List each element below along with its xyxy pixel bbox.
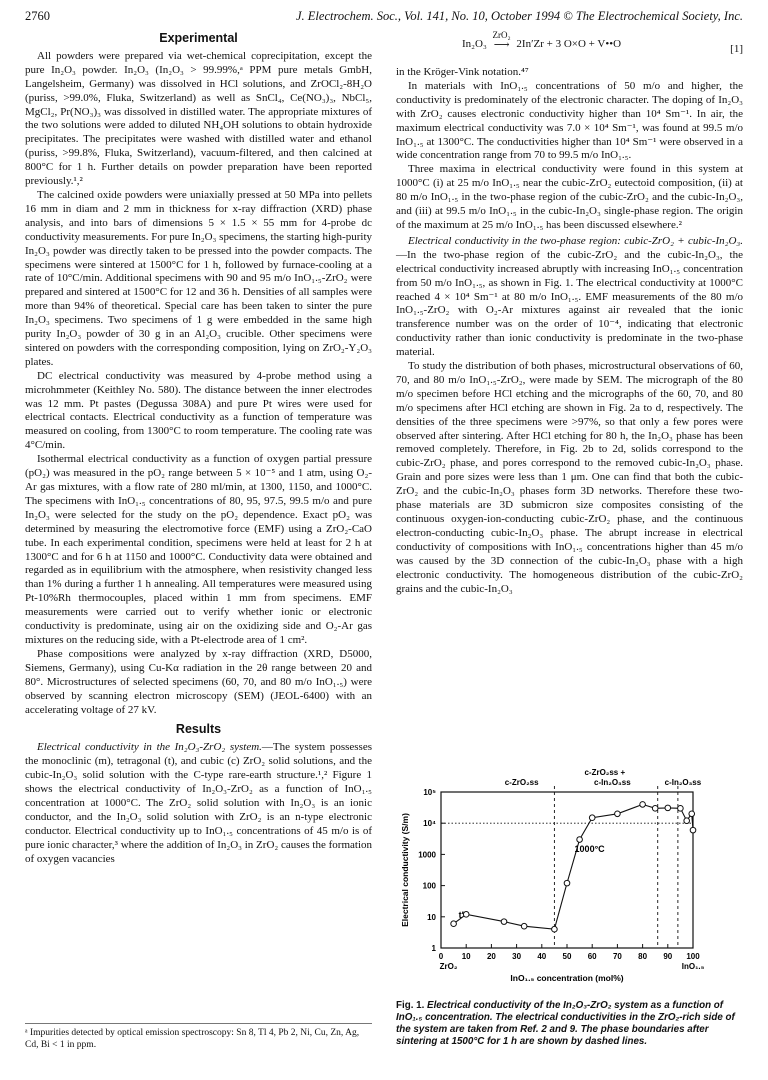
annotation-phase-twophase-b: c-In₂O₃ss [594,778,631,787]
y-axis-label: Electrical conductivity (S/m) [400,813,410,927]
body-paragraph: Three maxima in electrical conductivity were found in this system at 1000°C (i) at 25 m/o InO₁.₅ near the cubic-ZrO₂ eutectoid composition, (ii) at 80 m/o InO₁.₅ in the two-phase region of the cubic-ZrO₂ and the cubic-In₂O₃, and (iii) at 99.5 m/o InO₁.₅ in the cubic-In₂O₃ single-phase region. The origin of the maximum at 25 m/o InO₁.₅ has been discussed elsewhere.² [396,163,743,231]
plot-frame [441,792,693,948]
data-point [521,923,527,929]
series-line [454,804,693,929]
data-point [451,921,457,927]
results-text: —The system possesses the monoclinic (m), tetragonal (t), and cubic (c) ZrO₂ solid solutions, and the cubic-In₂O₃ solid solution with the C-type rare-earth structure.¹,² Figure 1 shows the electrical conductivity of In₂O₃-ZrO₂ as a function of InO₁.₅ concentration at 1000°C. The ZrO₂ solid solution with In₂O₃ is an ionic conductor, and the In₂O₃ solid solution with ZrO₂ is an n-type electronic conductor. Electrical conductivity up to InO₁.₅ concentrations of 45 m/o is of pure ionic character,³ where the addition of In₂O₃ in ZrO₂ causes the formation of oxygen vacancies [25,741,373,865]
x-tick-label: 90 [663,952,673,961]
data-point [684,818,690,824]
figure-caption-text: Electrical conductivity of the In₂O₃-ZrO₂ system as a function of InO₁.₅ concentration. The electrical conductivities in the ZrO₂-rich side of the system are taken from Ref. 2 and 9. The phase boundaries after sintering at 1500°C for 1 h are shown by dashed lines. [396,1000,735,1047]
annotation-phase-czro2: c-ZrO₂ss [504,778,539,787]
x-tick-label: 80 [638,952,648,961]
body-paragraph: In materials with InO₁.₅ concentrations of 50 m/o and higher, the conductivity is predominately of the electronic character. The doping of In₂O₃ with ZrO₂ causes electronic conductivity higher than 10⁴ Sm⁻¹. In air, the maximum electrical conductivity was 7.0 × 10⁴ Sm⁻¹, was found at 99.5 m/o InO₁.₅ at 1300°C. The conductivities higher than 10⁴ Sm⁻¹ were observed in a wide concentration range from 70 to 99.5 m/o InO₁.₅. [396,79,743,162]
equation-over-arrow: ZrO₂ [492,30,511,40]
data-point [564,880,570,886]
y-tick-label: 1000 [418,850,436,860]
x-tick-label: 100 [686,952,700,961]
results-heading: Results [175,722,222,737]
page-header [25,9,743,25]
figure-1 [396,752,743,1000]
data-point [552,926,558,932]
x-tick-label: 30 [512,952,522,961]
data-point [652,806,658,812]
twophase-text: —In the two-phase region of the cubic-ZrO₂ and the cubic-In₂O₃, the electrical conductivity increased abruptly with increasing InO₁.₅ concentration from 50 m/o InO₁.₅, as shown in Fig. 1. The electrical conductivity at 1000°C reached 4 × 10⁴ Sm⁻¹ at 80 m/o InO₁.₅. EMF measurements of the 80 m/o InO₁.₅-ZrO₂ with O₂-Ar mixtures against air revealed that the ionic transference number was on the order of 10⁻⁴, indicating that electronic conductivity rather than ionic conductivity is predominate in the two-phase material. [396,248,743,359]
data-point [678,806,684,812]
x-tick-label: 0 [438,952,444,961]
data-point [690,827,696,833]
body-paragraph: To study the distribution of both phases, microstructural observations of 60, 70, and 80 m/o InO₁.₅-ZrO₂, were made by SEM. The micrograph of the 80 m/o specimen before HCl etching and the micrographs of the 60, 70, and 80 m/o specimens after HCl etching are shown in Fig. 2a to d, respectively. The densities of the three specimens were >97%, so that only a few pores were observed after sintering. After HCl etching for 80 h, the In₂O₃ phase has been removed completely. Therefore, in Fig. 2b to 2d, solids correspond to the cubic-ZrO₂ phase, and pores correspond to the removed cubic-In₂O₃ phase. Grain and pore sizes were less than 1 μm. One can find that both the cubic-ZrO₂ and the cubic-In₂O₃ phases form 3D networks. Therefore these two-phase materials are 3D submicron size composites consisting of the continuous oxygen-ion-conducting cubic-ZrO₂ phase, and the continuous electron-conducting cubic-In₂O₃ phase. The abrupt increase in electrical conductivity of compositions with InO₁.₅ concentrations higher than 45 m/o was caused by the 3D connection of the cubic-In₂O₃ phase with a high electronic conductivity. The homogeneous distribution of the cubic-ZrO₂ grains and the cubic-In₂O₃ [396,360,743,595]
x-axis-label: InO₁.₅ concentration (mol%) [510,973,624,983]
y-tick-label: 10⁴ [423,819,436,829]
annotation-phase-twophase: c-ZrO₂ss + [584,768,626,777]
experimental-paragraph: All powders were prepared via wet-chemical coprecipitation, except the pure In₂O₃ powder. In₂O₃ (In₂O₃ > 99.99%,ᵃ PPM pure metals GmbH, Langelsheim, Germany) was dissolved in HCl solutions, and ZrOCl₂-8H₂O (puriss, >99.0%, Fluka, Switzerland) as well as SnCl₄, Ce(NO₃)₃, NbCl₅, MgCl₂, Pr(NO₃)₃ was dissolved in distilled water. The appropriate mixtures of the two solutions were added to diluted NH₄OH solutions to obtain hydroxide precipitates. The precipitates were washed with distilled water and ethanol (puriss, >99.8%, Fluka, Switzerland), vacuum-filtered, and then calcined at 800°C for 1 h. Further details on powder preparation have been reported previously.¹,² [25,49,372,188]
experimental-paragraph: Isothermal electrical conductivity as a function of oxygen partial pressure (pO₂) was measured in the pO₂ range between 5 × 10⁻⁵ and 1 atm, using O₂-Ar gas mixtures, with a flow rate of 280 ml/min, at 1300, 1150, and 1000°C. The specimens with InO₁.₅ concentrations of 80, 95, 97.5, 99.5 m/o and pure In₂O₃ were selected for the study on the pO₂ dependence. Exact pO₂ was determined by measuring the electromotive force (EMF) using a ZrO₂-CaO tube. In each experimental condition, specimens were held at least for 2 h at 1300°C and for 6 h at 1150 and 1000°C. Conductivity data were obtained and regarded as in equilibrium with the atmosphere, when resistivity changed less than 1% during a further 1 h annealing. All temperatures were measured using Pt-10%Rh thermocouples, placed within 1 mm from specimens. EMF measurements were carried out to verify whether ionic or electronic conductivity is predominate, using air on the oxidizing side and O₂-Ar gas mixtures on the reducing side, with a Pt-electrode area of 1 cm². [25,453,372,646]
journal-citation: J. Electrochem. Soc., Vol. 141, No. 10, October 1994 © The Electrochemical Society, Inc. [296,9,743,23]
x-tick-label: 40 [537,952,547,961]
data-point [577,837,583,843]
equation-lhs: In₂O₃ [462,38,487,50]
data-point [689,811,695,817]
x-tick-label: 60 [587,952,597,961]
page-number: 2760 [25,9,50,23]
equation-1 [396,30,743,64]
results-paragraph [25,741,372,866]
experimental-heading: Experimental [159,31,238,45]
x-end-label-right: InO₁.₅ [681,962,705,971]
experimental-paragraph: DC electrical conductivity was measured by 4-probe method using a microhmmeter (Keithley No. 580). The distance between the inner electrodes was 12 mm. Pt pastes (Degussa 308A) and pure Pt wires were used for electrical contacts. Electrical conductivity as a function of temperature was measured on cooling, from 1300°C to room temperature. The cooling rate was 4°C/min. [25,369,372,452]
twophase-paragraph [396,235,743,360]
y-tick-label: 10 [427,912,436,922]
y-tick-label: 1 [431,944,436,953]
data-point [589,815,595,821]
equation-rhs: 2In′Zr + 3 O×O + V••O [516,38,622,50]
data-point [665,805,671,811]
y-tick-label: 100 [422,881,436,891]
data-point [640,802,646,808]
body-paragraph: in the Kröger-Vink notation.⁴⁷ [396,66,529,78]
data-point [501,919,507,925]
arrow-icon: ⟶ [493,39,510,51]
data-point [463,912,469,918]
annotation-tprime: t′ [458,910,464,921]
equation-body [462,30,621,50]
twophase-run-in: Electrical conductivity in the two-phase region: cubic-ZrO₂ + cubic-In₂O₃. [408,234,743,247]
left-column [25,30,372,866]
annotation-temperature: 1000°C [574,843,605,854]
experimental-paragraph: Phase compositions were analyzed by x-ray diffraction (XRD, D5000, Siemens, Germany), using Cu-Kα radiation in the 2θ range between 20 and 80°. Microstructures of selected specimens (60, 70, and 80 m/o InO₁.₅) were observed by scanning electron microscopy (SEM) (JEOL-6400) with an accelerating voltage of 27 kV. [25,647,372,716]
y-tick-label: 10⁵ [423,788,436,797]
right-column [396,66,743,596]
experimental-paragraph: The calcined oxide powders were uniaxially pressed at 50 MPa into pellets 16 mm in diam and 2 mm in thickness for x-ray diffraction (XRD) phase analysis, and into bars of dimensions 5 × 1.5 × 55 mm for 4-probe dc conductivity measurements. For pure In₂O₃ specimens, the starting high-purity In₂O₃ powder was directly taken to be pressed into the powder compacts. The specimens were sintered at 1500°C for 1 h, followed by furnace-cooling at a rate of 10°C/min. Additional specimens with 90 and 95 m/o InO₁.₅-ZrO₂ were prepared and sintered at 1500°C for 12 and 36 h. Densities of all samples were more than 94% of theoretical. Special care has been taken to sinter the pure In₂O₃ specimens. Two specimens of 1 g were embedded in the same high purity In₂O₃ powder of 30 g in an Al₂O₃ crucible. Other specimens were sintered on powders with the corresponding composition, lying on ZrO₂-Y₂O₃ plates. [25,188,372,368]
equation-arrow [493,30,511,50]
conductivity-chart [396,752,743,1000]
x-end-label-left: ZrO₂ [439,962,458,971]
footnote: ᵃ Impurities detected by optical emission spectroscopy: Sn 8, Tl 4, Pb 2, Ni, Cu, Zn, Ag, Cd, Bi < 1 in ppm. [25,1023,372,1051]
x-tick-label: 10 [461,952,471,961]
annotation-phase-cin2o3: c-In₂O₃ss [664,778,702,787]
x-tick-label: 50 [562,952,572,961]
figure-caption [396,1000,743,1048]
x-tick-label: 20 [486,952,496,961]
x-tick-label: 70 [612,952,622,961]
equation-number: [1] [730,43,743,55]
figure-caption-label: Fig. 1. [396,1000,425,1011]
results-run-in: Electrical conductivity in the In₂O₃-ZrO₂ system. [37,741,262,754]
data-point [615,811,621,817]
